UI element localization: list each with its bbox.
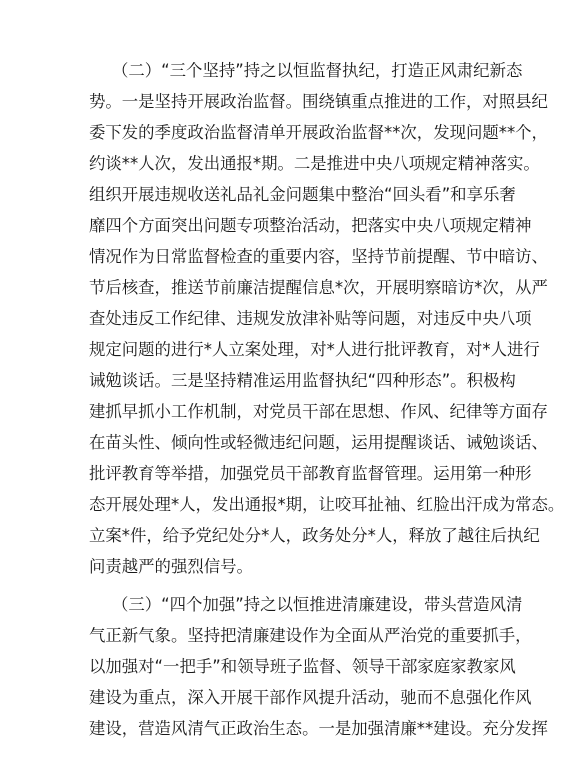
text-line: 在苗头性、倾向性或轻微违纪问题，运用提醒谈话、诫勉谈话、 — [89, 433, 548, 452]
text-line: 情况作为日常监督检查的重要内容，坚持节前提醒、节中暗访、 — [89, 247, 548, 266]
text-line: （二）“三个坚持”持之以恒监督执纪，打造正风肃纪新态 — [112, 61, 523, 80]
text-line: 气正新气象。坚持把清廉建设作为全面从严治党的重要抓手， — [89, 626, 532, 645]
text-line: 约谈**人次，发出通报*期。二是推进中央八项规定精神落实。 — [89, 154, 540, 173]
text-line: 查处违反工作纪律、违规发放津补贴等问题，对违反中央八项 — [89, 309, 532, 328]
text-line: 建抓早抓小工作机制，对党员干部在思想、作风、纪律等方面存 — [89, 402, 548, 421]
text-line: 势。一是坚持开展政治监督。围绕镇重点推进的工作，对照县纪 — [89, 92, 548, 111]
text-line: 组织开展违规收送礼品礼金问题集中整治“回头看”和享乐奢 — [89, 185, 516, 204]
text-line: 以加强对“一把手”和领导班子监督、领导干部家庭家教家风 — [89, 657, 516, 676]
text-line: 靡四个方面突出问题专项整治活动，把落实中央八项规定精神 — [89, 216, 532, 235]
text-line: 规定问题的进行*人立案处理，对*人进行批评教育，对*人进行 — [89, 340, 540, 359]
text-line: 立案*件，给予党纪处分*人，政务处分*人，释放了越往后执纪 — [89, 526, 540, 545]
text-line: （三）“四个加强”持之以恒推进清廉建设，带头营造风清 — [112, 595, 523, 614]
text-line: 建设，营造风清气正政治生态。一是加强清廉**建设。充分发挥 — [89, 719, 548, 738]
text-line: 诫勉谈话。三是坚持精准运用监督执纪“四种形态”。积极构 — [89, 371, 516, 390]
text-line: 节后核查，推送节前廉洁提醒信息*次，开展明察暗访*次，从严 — [89, 278, 548, 297]
text-line: 问责越严的强烈信号。 — [89, 557, 253, 576]
text-line: 委下发的季度政治监督清单开展政治监督**次，发现问题**个， — [89, 123, 548, 142]
text-line: 建设为重点，深入开展干部作风提升活动，驰而不息强化作风 — [89, 688, 532, 707]
text-line: 态开展处理*人，发出通报*期，让咬耳扯袖、红脸出汗成为常态。 — [89, 495, 565, 514]
text-line: 批评教育等举措，加强党员干部教育监督管理。运用第一种形 — [89, 464, 532, 483]
